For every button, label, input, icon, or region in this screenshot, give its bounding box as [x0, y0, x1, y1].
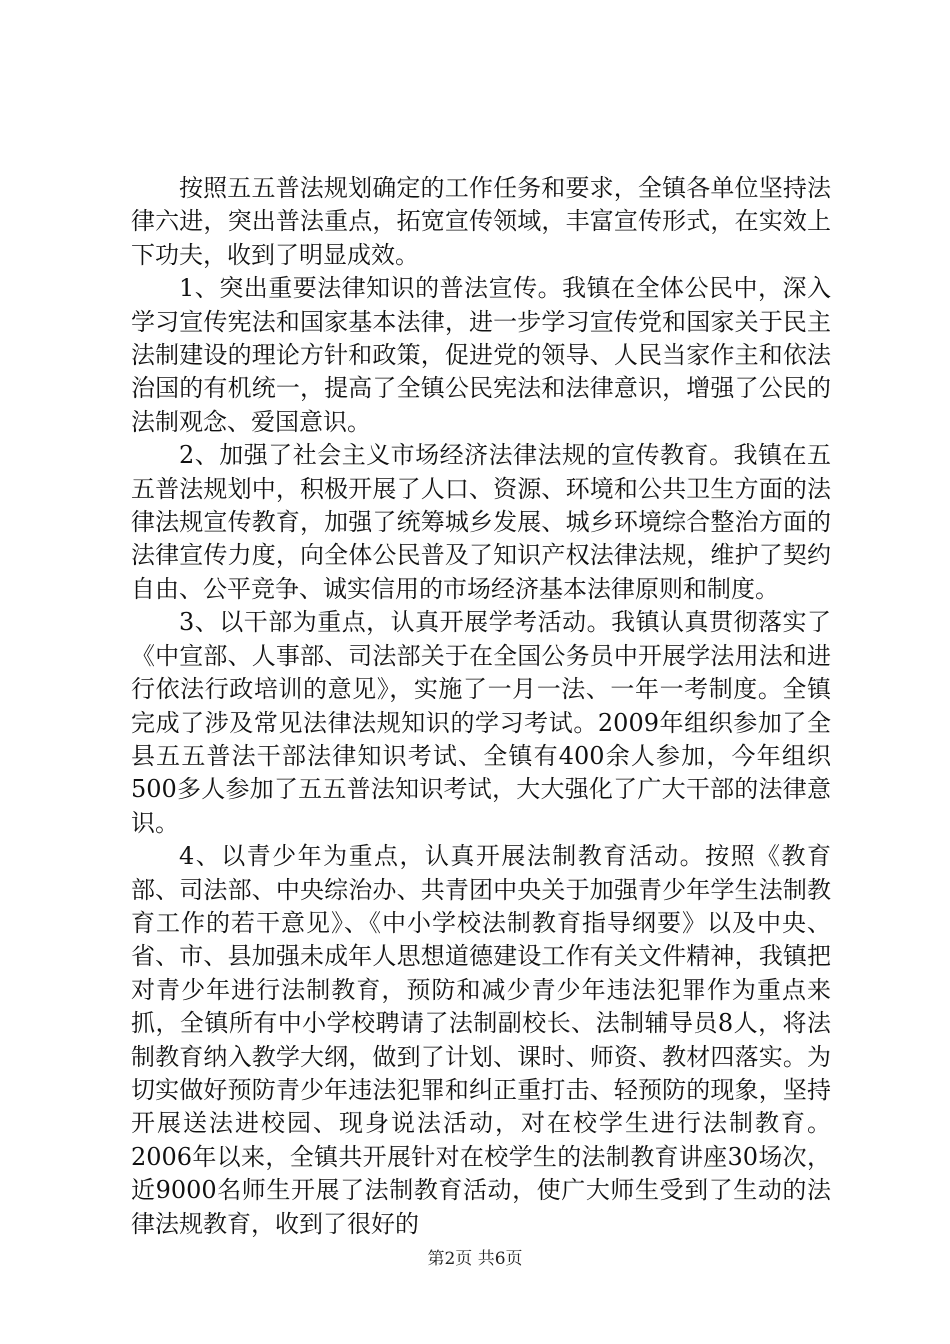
- page-number-footer: 第2页 共6页: [427, 1249, 523, 1269]
- paragraph-1: 1、突出重要法律知识的普法宣传。我镇在全体公民中，深入学习宣传宪法和国家基本法律，进一步学习宣传党和国家关于民主法制建设的理论方针和政策，促进党的领导、人民当家作主和依法治国的有机统一，提高了全镇公民宪法和法律意识，增强了公民的法制观念、爱国意识。: [131, 274, 831, 436]
- paragraph-4: 4、以青少年为重点，认真开展法制教育活动。按照《教育部、司法部、中央综治办、共青团中央关于加强青少年学生法制教育工作的若干意见》、《中小学校法制教育指导纲要》以及中央、省、市、县加强未成年人思想道德建设工作有关文件精神，我镇把对青少年进行法制教育，预防和减少青少年违法犯罪作为重点来抓，全镇所有中小学校聘请了法制副校长、法制辅导员8人，将法制教育纳入教学大纲，做到了计划、课时、师资、教材四落实。为切实做好预防青少年违法犯罪和纠正重打击、轻预防的现象，坚持开展送法进校园、现身说法活动，对在校学生进行法制教育。2006年以来，全镇共开展针对在校学生的法制教育讲座30场次，近9000名师生开展了法制教育活动，使广大师生受到了生动的法律法规教育，收到了很好的: [131, 842, 831, 1238]
- paragraph-intro: 按照五五普法规划确定的工作任务和要求，全镇各单位坚持法律六进，突出普法重点，拓宽宣传领域，丰富宣传形式，在实效上下功夫，收到了明显成效。: [131, 174, 831, 269]
- paragraph-2: 2、加强了社会主义市场经济法律法规的宣传教育。我镇在五五普法规划中，积极开展了人口、资源、环境和公共卫生方面的法律法规宣传教育，加强了统筹城乡发展、城乡环境综合整治方面的法律宣传力度，向全体公民普及了知识产权法律法规，维护了契约自由、公平竞争、诚实信用的市场经济基本法律原则和制度。: [131, 441, 831, 603]
- paragraph-3: 3、以干部为重点，认真开展学考活动。我镇认真贯彻落实了《中宣部、人事部、司法部关于在全国公务员中开展学法用法和进行依法行政培训的意见》，实施了一月一法、一年一考制度。全镇完成了涉及常见法律法规知识的学习考试。2009年组织参加了全县五五普法干部法律知识考试、全镇有400余人参加，今年组织500多人参加了五五普法知识考试，大大强化了广大干部的法律意识。: [131, 608, 831, 837]
- body-text: [131, 172, 831, 1241]
